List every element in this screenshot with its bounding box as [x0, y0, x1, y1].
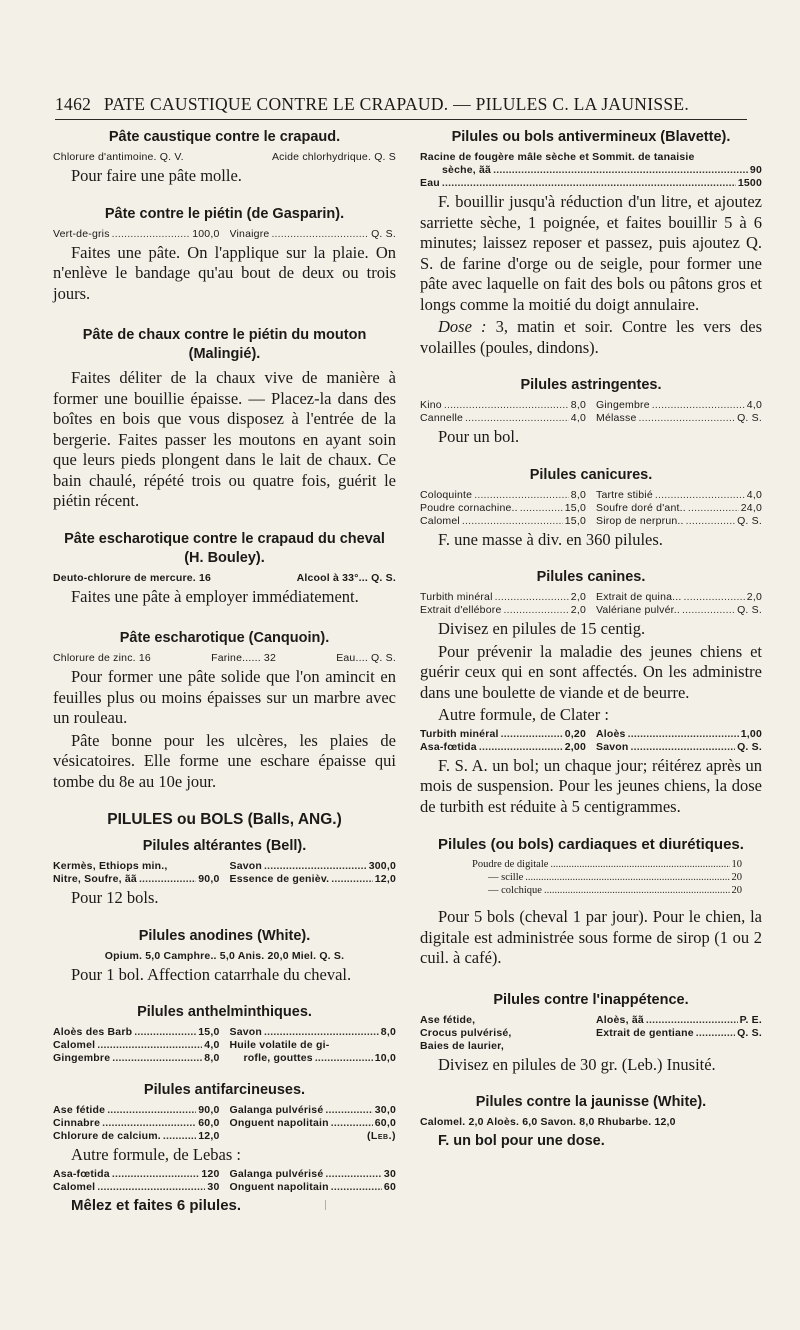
ingredient-row	[53, 228, 396, 241]
ingredient-value: 8,0	[570, 399, 586, 411]
paragraph: Pour 1 bol. Affection catarrhale du cheval.	[71, 964, 352, 984]
section-title: Pilules (ou bols) cardiaques et diurétiques.	[438, 836, 744, 853]
paragraph: Pour prévenir la maladie des jeunes chiens et guérir ceux qui en sont affectés. On les administre dans une boulette de viande et de beurre.	[420, 641, 762, 702]
ingredient-name: — scille	[488, 872, 524, 883]
ingredient-row	[420, 502, 762, 515]
ingredient-value: 90,0	[198, 1104, 220, 1116]
ingredient-row	[420, 591, 762, 604]
ingredient-value: Q. S.	[737, 604, 762, 616]
section-pilules-anthelminthiques	[53, 1003, 396, 1065]
section-pilules-antifarcineuses	[53, 1081, 396, 1216]
ingredient: Alcool à 33°... Q. S.	[296, 571, 396, 584]
ingredient: Deuto-chlorure de mercure. 16	[53, 571, 212, 584]
section-pate-caustique	[53, 128, 396, 187]
ingredient-row	[420, 412, 762, 425]
ingredient-value: 1500	[737, 177, 762, 189]
ingredient-name: Vinaigre	[229, 227, 270, 240]
paragraph: F. S. A. un bol; un chaque jour; réitérez après un mois de suspension. Pour les jeunes chiens, la dose de turbith est réduite à 5 centigrammes.	[420, 755, 762, 816]
ingredient-name: Essence de genièv.	[229, 873, 330, 885]
paragraph: Pour un bol.	[438, 427, 520, 446]
paragraph: F. bouillir jusqu'à réduction d'un litre, et ajoutez sarriette sèche, 1 poignée, et faites bouillir 5 à 6 minutes; laissez reposer et passez, puis ajoutez Q. S. de farine d'orge ou de seigle, pour former une pâte avec laquelle on fait des bols ou pâtons gros et longs comme la moitié du doigt annulaire.	[420, 192, 762, 314]
ingredient-value: Q. S.	[371, 227, 396, 240]
section-title: Pilules altérantes (Bell).	[142, 838, 307, 854]
ingredient-row	[420, 871, 762, 884]
ingredient-value: 8,0	[380, 1026, 396, 1038]
ingredient-name: Tartre stibié	[596, 488, 653, 501]
ingredient-value: 1,00	[740, 727, 762, 740]
ingredient-value: 10,0	[374, 1052, 396, 1064]
paragraph: Pour 5 bols (cheval 1 par jour). Pour le chien, la digitale est administrée sous forme de sirop (1 ou 2 cuil. à café).	[420, 907, 762, 967]
ingredient-value: 12,0	[198, 1130, 220, 1142]
section-antivermineux	[420, 128, 762, 358]
ingredient-name: Ase fétide,	[420, 1013, 476, 1026]
ingredient-name: Huile volatile de gi-	[229, 1039, 330, 1051]
ingredient-value: 4,0	[204, 1039, 220, 1051]
ingredient-row	[420, 489, 762, 502]
dose-text: 3, matin et soir. Contre les vers des volailles (poules, dindons).	[420, 317, 763, 357]
left-column	[53, 126, 396, 1218]
ingredient-value: 4,0	[746, 488, 762, 501]
ingredient-row	[53, 1117, 396, 1130]
section-title: Pilules contre l'inappétence.	[493, 991, 689, 1008]
ingredient-value: 30,0	[374, 1104, 396, 1116]
section-cardiaques	[420, 835, 762, 969]
ingredient-row	[53, 1104, 396, 1117]
section-title: Pilules canicures.	[529, 466, 653, 483]
ingredient-name: Savon	[229, 1026, 263, 1038]
ingredient-row	[420, 515, 762, 528]
ingredient-value: 90,0	[198, 873, 220, 885]
ingredient-row	[420, 399, 762, 412]
ingredient-name: Aloès des Barb	[53, 1026, 133, 1038]
section-title: Pâte escharotique (Canquoin).	[119, 630, 330, 646]
ingredient: Acide chlorhydrique. Q. S	[271, 151, 396, 163]
section-title: Pilules astringentes.	[520, 377, 662, 393]
ingredient-name: Coloquinte	[420, 488, 473, 501]
ingredient-value: Q. S.	[737, 412, 762, 424]
ingredient-value: 8,0	[204, 1052, 220, 1064]
ingredient-row	[420, 604, 762, 617]
ingredient-name: Galanga pulvérisé	[229, 1167, 324, 1180]
paragraph: F. un bol pour une dose.	[438, 1133, 605, 1149]
section-title: Pilules anthelminthiques.	[137, 1004, 312, 1020]
paragraph: Pâte bonne pour les ulcères, les plaies de vésicatoires. Elle forme une eschare épaisse qui tombe du 8e au 10e jour.	[53, 730, 396, 791]
section-pate-pietin	[53, 205, 396, 305]
ingredient-name: Chlorure de calcium.	[53, 1130, 161, 1142]
ingredient-value: 300,0	[368, 860, 396, 872]
ingredient-value: 2,0	[746, 591, 762, 603]
ingredient-name: Savon	[596, 740, 629, 753]
ingredient-value: Q. S.	[737, 1026, 762, 1039]
ingredient-value: 24,0	[740, 501, 762, 514]
ingredient-row	[420, 1014, 762, 1027]
ingredient-name: rofle, gouttes	[243, 1052, 313, 1064]
right-column	[420, 126, 762, 1154]
ingredient-name: Asa-fœtida	[53, 1167, 110, 1180]
running-title: PATE CAUSTIQUE CONTRE LE CRAPAUD. — PILULES C. LA JAUNISSE.	[103, 94, 690, 114]
ingredient-name: Extrait de quina...	[596, 591, 682, 603]
section-title: Pilules antifarcineuses.	[143, 1082, 306, 1098]
ingredient: Racine de fougère mâle sèche et Sommit. de tanaisie	[420, 151, 695, 163]
section-canicures	[420, 466, 762, 551]
section-inappetence	[420, 991, 762, 1076]
ingredient-name: Onguent napolitain	[229, 1180, 329, 1193]
ingredient-row	[420, 1027, 762, 1040]
ingredient-row	[420, 177, 762, 190]
page-number: 1462	[55, 94, 92, 114]
ingredient: Eau.... Q. S.	[336, 652, 396, 664]
section-pate-escharotique-bouley	[53, 530, 396, 608]
paragraph: Autre formule, de Clater :	[438, 705, 609, 724]
ingredient-name: Asa-fœtida	[420, 740, 477, 753]
print-mark	[325, 1200, 326, 1210]
dose-paragraph	[420, 317, 762, 358]
ingredient-row	[53, 1052, 396, 1065]
section-title: Pâte contre le piétin (de Gasparin).	[104, 205, 345, 222]
ingredient-row	[420, 164, 762, 177]
paragraph: Faites une pâte. On l'applique sur la plaie. On n'enlève le bandage qu'au bout de deux ou trois jours.	[53, 242, 396, 303]
ingredient-value: 100,0	[192, 227, 220, 240]
ingredient-name: Valériane pulvér..	[596, 604, 680, 616]
author-ref: (Leb.)	[366, 1130, 396, 1142]
ingredient-value: 20	[731, 885, 742, 896]
ingredient-name: Onguent napolitain	[229, 1117, 329, 1129]
ingredient-name: Ase fétide	[53, 1104, 106, 1116]
ingredient-row	[53, 1039, 396, 1052]
ingredient-value: 15,0	[564, 514, 586, 527]
ingredient-name: Crocus pulvérisé,	[420, 1026, 512, 1039]
ingredient-name: Aloès	[596, 727, 626, 740]
ingredient-name: — colchique	[488, 885, 542, 896]
section-pate-canquoin	[53, 629, 396, 792]
paragraph: Divisez en pilules de 15 centig.	[438, 619, 646, 638]
ingredient: Chlorure d'antimoine. Q. V.	[53, 151, 184, 163]
ingredient-name: Eau	[420, 177, 440, 189]
paragraph: Pour 12 bols.	[71, 888, 159, 907]
header-rule	[55, 119, 747, 120]
ingredient-value: 2,00	[564, 740, 586, 753]
ingredient-value: 30	[383, 1167, 396, 1180]
ingredient-value: 8,0	[570, 488, 586, 501]
ingredient-row	[420, 741, 762, 754]
paragraph: Faites déliter de la chaux vive de manière à former une bouillie épaisse. — Placez-la dans des boîtes en bois que vous disposez à l'entrée de la bergerie. Faites passer les moutons en ayant soin que leurs pieds plongent dans le lait de chaux. Ce bain chaulé, répété trois ou quatre fois, guérit le piétin récent.	[53, 368, 396, 510]
ingredient: Chlorure de zinc. 16	[53, 652, 151, 664]
ingredient-row	[53, 1181, 396, 1194]
section-jaunisse	[420, 1093, 762, 1152]
ingredient-value: 15,0	[564, 501, 586, 514]
section-pilules-alterantes	[53, 837, 396, 909]
ingredient: Farine...... 32	[211, 652, 277, 664]
ingredient-row	[53, 873, 396, 886]
ingredient-name: Poudre cornachine..	[420, 501, 518, 514]
ingredient-name: Calomel	[53, 1180, 96, 1193]
ingredient-name: Savon	[229, 860, 263, 872]
ingredient-name: Gingembre	[53, 1052, 111, 1064]
ingredient-value: 10	[731, 859, 742, 870]
ingredient-row	[420, 728, 762, 741]
ingredient-value: 60,0	[198, 1117, 220, 1129]
section-title: Pâte caustique contre le crapaud.	[108, 129, 341, 145]
ingredient-value: 60,0	[374, 1117, 396, 1129]
ingredient-name: Mélasse	[596, 412, 637, 424]
ingredient-value: 2,0	[570, 591, 586, 603]
ingredient-row	[53, 860, 396, 873]
ingredients	[53, 572, 396, 585]
ingredient-value: 60	[383, 1180, 396, 1193]
section-title: Pâte escharotique contre le crapaud du cheval (H. Bouley).	[64, 530, 385, 566]
ingredient-name: Cinnabre	[53, 1117, 101, 1129]
ingredient-value: 20	[731, 872, 742, 883]
ingredient-name: Galanga pulvérisé	[229, 1104, 324, 1116]
ingredients: Calomel. 2,0 Aloès. 6,0 Savon. 8,0 Rhubarbe. 12,0	[420, 1116, 676, 1128]
paragraph: Faites une pâte à employer immédiatement.	[71, 586, 359, 606]
paragraph: F. une masse à div. en 360 pilules.	[438, 529, 663, 549]
ingredients	[53, 151, 396, 164]
ingredient-value: 15,0	[198, 1026, 220, 1038]
section-canines	[420, 568, 762, 817]
ingredient-row	[53, 1168, 396, 1181]
ingredient-name: Nitre, Soufre, ãã	[53, 873, 137, 885]
section-title: Pilules canines.	[536, 569, 646, 585]
ingredient-name: Kino	[420, 399, 442, 411]
ingredient-value: 4,0	[570, 412, 586, 424]
section-title: Pilules ou bols antivermineux (Blavette).	[451, 129, 731, 145]
running-header	[55, 94, 755, 115]
section-pilules-heading	[53, 810, 396, 829]
ingredient: Baies de laurier,	[420, 1039, 504, 1052]
paragraph: Pour former une pâte solide que l'on amincit en feuilles plus ou moins épaisses sur un marbre avec un rouleau.	[53, 667, 396, 727]
section-title: Pilules contre la jaunisse (White).	[475, 1094, 707, 1110]
ingredient-row	[420, 858, 762, 871]
ingredients	[53, 652, 396, 665]
ingredient-name: Sirop de nerprun..	[596, 514, 684, 527]
ingredients: Opium. 5,0 Camphre.. 5,0 Anis. 20,0 Miel. Q. S.	[104, 949, 345, 962]
section-title: Pilules anodines (White).	[138, 927, 311, 944]
ingredient-value: 120	[201, 1167, 220, 1180]
ingredient-name: Poudre de digitale	[472, 859, 549, 870]
ingredient-name: Kermès, Ethiops min.,	[53, 860, 168, 872]
paragraph: Divisez en pilules de 30 gr. (Leb.) Inusité.	[438, 1054, 716, 1074]
ingredient-name: Extrait de gentiane	[596, 1026, 694, 1039]
section-pate-chaux	[53, 326, 396, 512]
section-astringentes	[420, 376, 762, 448]
ingredient-row	[420, 884, 762, 897]
ingredient-value: P. E.	[739, 1013, 762, 1026]
ingredient-value: 12,0	[374, 873, 396, 885]
ingredient-name: Extrait d'ellébore	[420, 604, 502, 616]
ingredient-name: Soufre doré d'ant..	[596, 501, 686, 514]
dose-label: Dose :	[438, 317, 487, 336]
ingredient-name: Cannelle	[420, 412, 464, 424]
ingredient-name: Gingembre	[596, 399, 650, 411]
ingredient-row	[53, 1026, 396, 1039]
ingredient-value: Q. S.	[737, 514, 762, 527]
ingredient-name: Turbith minéral	[420, 727, 499, 740]
section-pilules-anodines	[53, 927, 396, 986]
ingredient-name: Turbith minéral	[420, 591, 493, 603]
ingredient-name: sèche, ãã	[442, 164, 492, 176]
ingredient-value: 4,0	[746, 399, 762, 411]
ingredient-name: Calomel	[53, 1039, 96, 1051]
ingredient-value: 0,20	[564, 727, 586, 740]
paragraph: Pour faire une pâte molle.	[71, 166, 242, 185]
ingredient-row	[53, 1130, 396, 1143]
section-title: Pâte de chaux contre le piétin du mouton (Malingié).	[82, 327, 367, 362]
ingredient-value: 90	[749, 164, 762, 176]
ingredient-value: 2,0	[570, 604, 586, 616]
ingredient-value: Q. S.	[737, 740, 762, 753]
ingredient-name: Aloès, ãã	[596, 1013, 644, 1026]
paragraph: Autre formule, de Lebas :	[71, 1145, 241, 1164]
ingredient-name: Calomel	[420, 514, 460, 527]
ingredient-value: 30	[207, 1180, 220, 1193]
chapter-title: PILULES ou BOLS (Balls, ANG.)	[107, 811, 342, 828]
ingredient-name: Vert-de-gris	[53, 227, 110, 240]
paragraph: Mêlez et faites 6 pilules.	[71, 1196, 242, 1214]
